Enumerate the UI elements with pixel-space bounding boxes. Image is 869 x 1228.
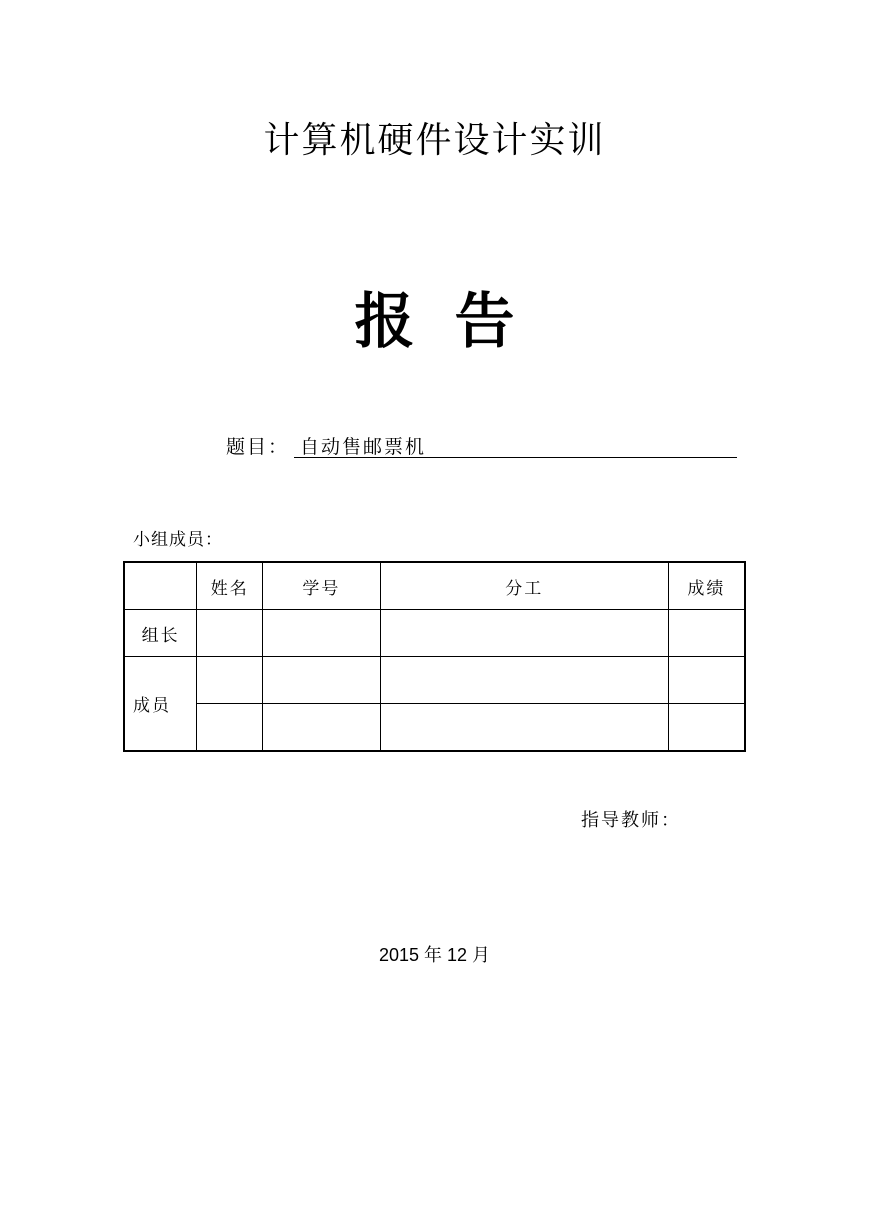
table-cell [668,610,745,657]
members-label: 小组成员： [133,530,223,550]
table-header-cell: 学号 [263,562,381,610]
table-row [124,657,745,704]
table-header-cell [124,562,197,610]
topic-row [226,432,738,460]
leader-label-cell: 组长 [124,610,197,657]
table-cell [263,610,381,657]
table-header-cell: 成绩 [668,562,745,610]
course-title: 计算机硬件设计实训 [263,120,606,161]
topic-value: 自动售邮票机 [300,436,427,458]
advisor-label: 指导教师： [581,810,681,831]
table-cell [668,704,745,752]
table-cell [197,610,263,657]
table-cell [380,704,668,752]
table-cell [197,704,263,752]
table-header-cell: 姓名 [197,562,263,610]
table-cell [263,704,381,752]
table-cell [380,657,668,704]
table-cell [263,657,381,704]
table-header-cell: 分工 [380,562,668,610]
table-row [124,610,745,657]
table-header-row [124,562,745,610]
member-label-cell: 成员 [124,657,197,752]
table-cell [197,657,263,704]
table-cell [668,657,745,704]
table-row [124,704,745,752]
members-table [123,561,746,752]
report-date: 2015 年 12 月 [378,945,491,965]
topic-label: 题目： [226,436,290,458]
table-cell [380,610,668,657]
report-title: 报告 [354,287,555,357]
